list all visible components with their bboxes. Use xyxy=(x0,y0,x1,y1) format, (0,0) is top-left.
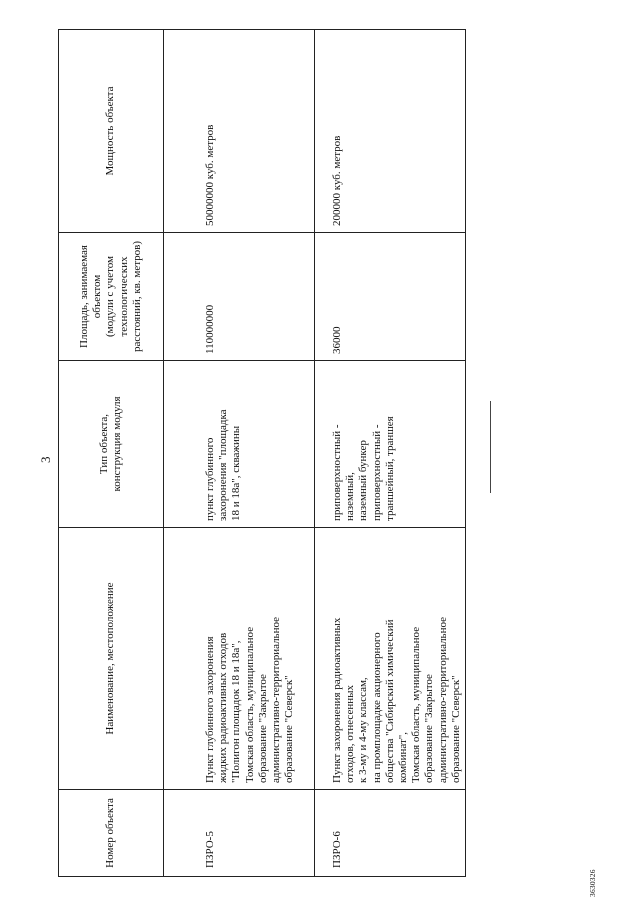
row-type: приповерхностный - наземный, наземный бункер приповерхностный - траншейный, траншея xyxy=(315,361,466,528)
row-number: ПЗРО-5 xyxy=(164,790,315,877)
separator-line xyxy=(490,401,491,493)
header-capacity: Мощность объекта xyxy=(59,30,164,233)
row-name: Пункт глубинного захоронения жидких радиоактивных отходов "Полигон площадок 18 и 18а", Томская область, муниципальное образование "Закрытое административно-территориальное образование "Северск" xyxy=(164,528,315,790)
header-name: Наименование, местоположение xyxy=(59,528,164,790)
page-number: 3 xyxy=(38,456,53,463)
table-header-row xyxy=(59,30,164,877)
row-area: 36000 xyxy=(315,233,466,361)
objects-table xyxy=(58,29,466,877)
table-row xyxy=(164,30,315,877)
header-number: Номер объекта xyxy=(59,790,164,877)
row-capacity: 200000 куб. метров xyxy=(315,30,466,233)
row-area: 110000000 xyxy=(164,233,315,361)
table-row xyxy=(315,30,466,877)
document-code: 3630326 xyxy=(588,869,597,897)
row-number: ПЗРО-6 xyxy=(315,790,466,877)
row-type: пункт глубинного захоронения "площадка 18 и 18а", скважины xyxy=(164,361,315,528)
row-capacity: 50000000 куб. метров xyxy=(164,30,315,233)
header-area: Площадь, занимаемая объектом (модули с учетом технологических расстояний, кв. метров) xyxy=(59,233,164,361)
header-type: Тип объекта, конструкция модуля xyxy=(59,361,164,528)
row-name: Пункт захоронения радиоактивных отходов, отнесенных к 3-му и 4-му классам, на промплощадке акционерного общества "Сибирский химический комбинат", Томская область, муниципальное образование "Закрытое административно-территориальное образование "Северск" xyxy=(315,528,466,790)
